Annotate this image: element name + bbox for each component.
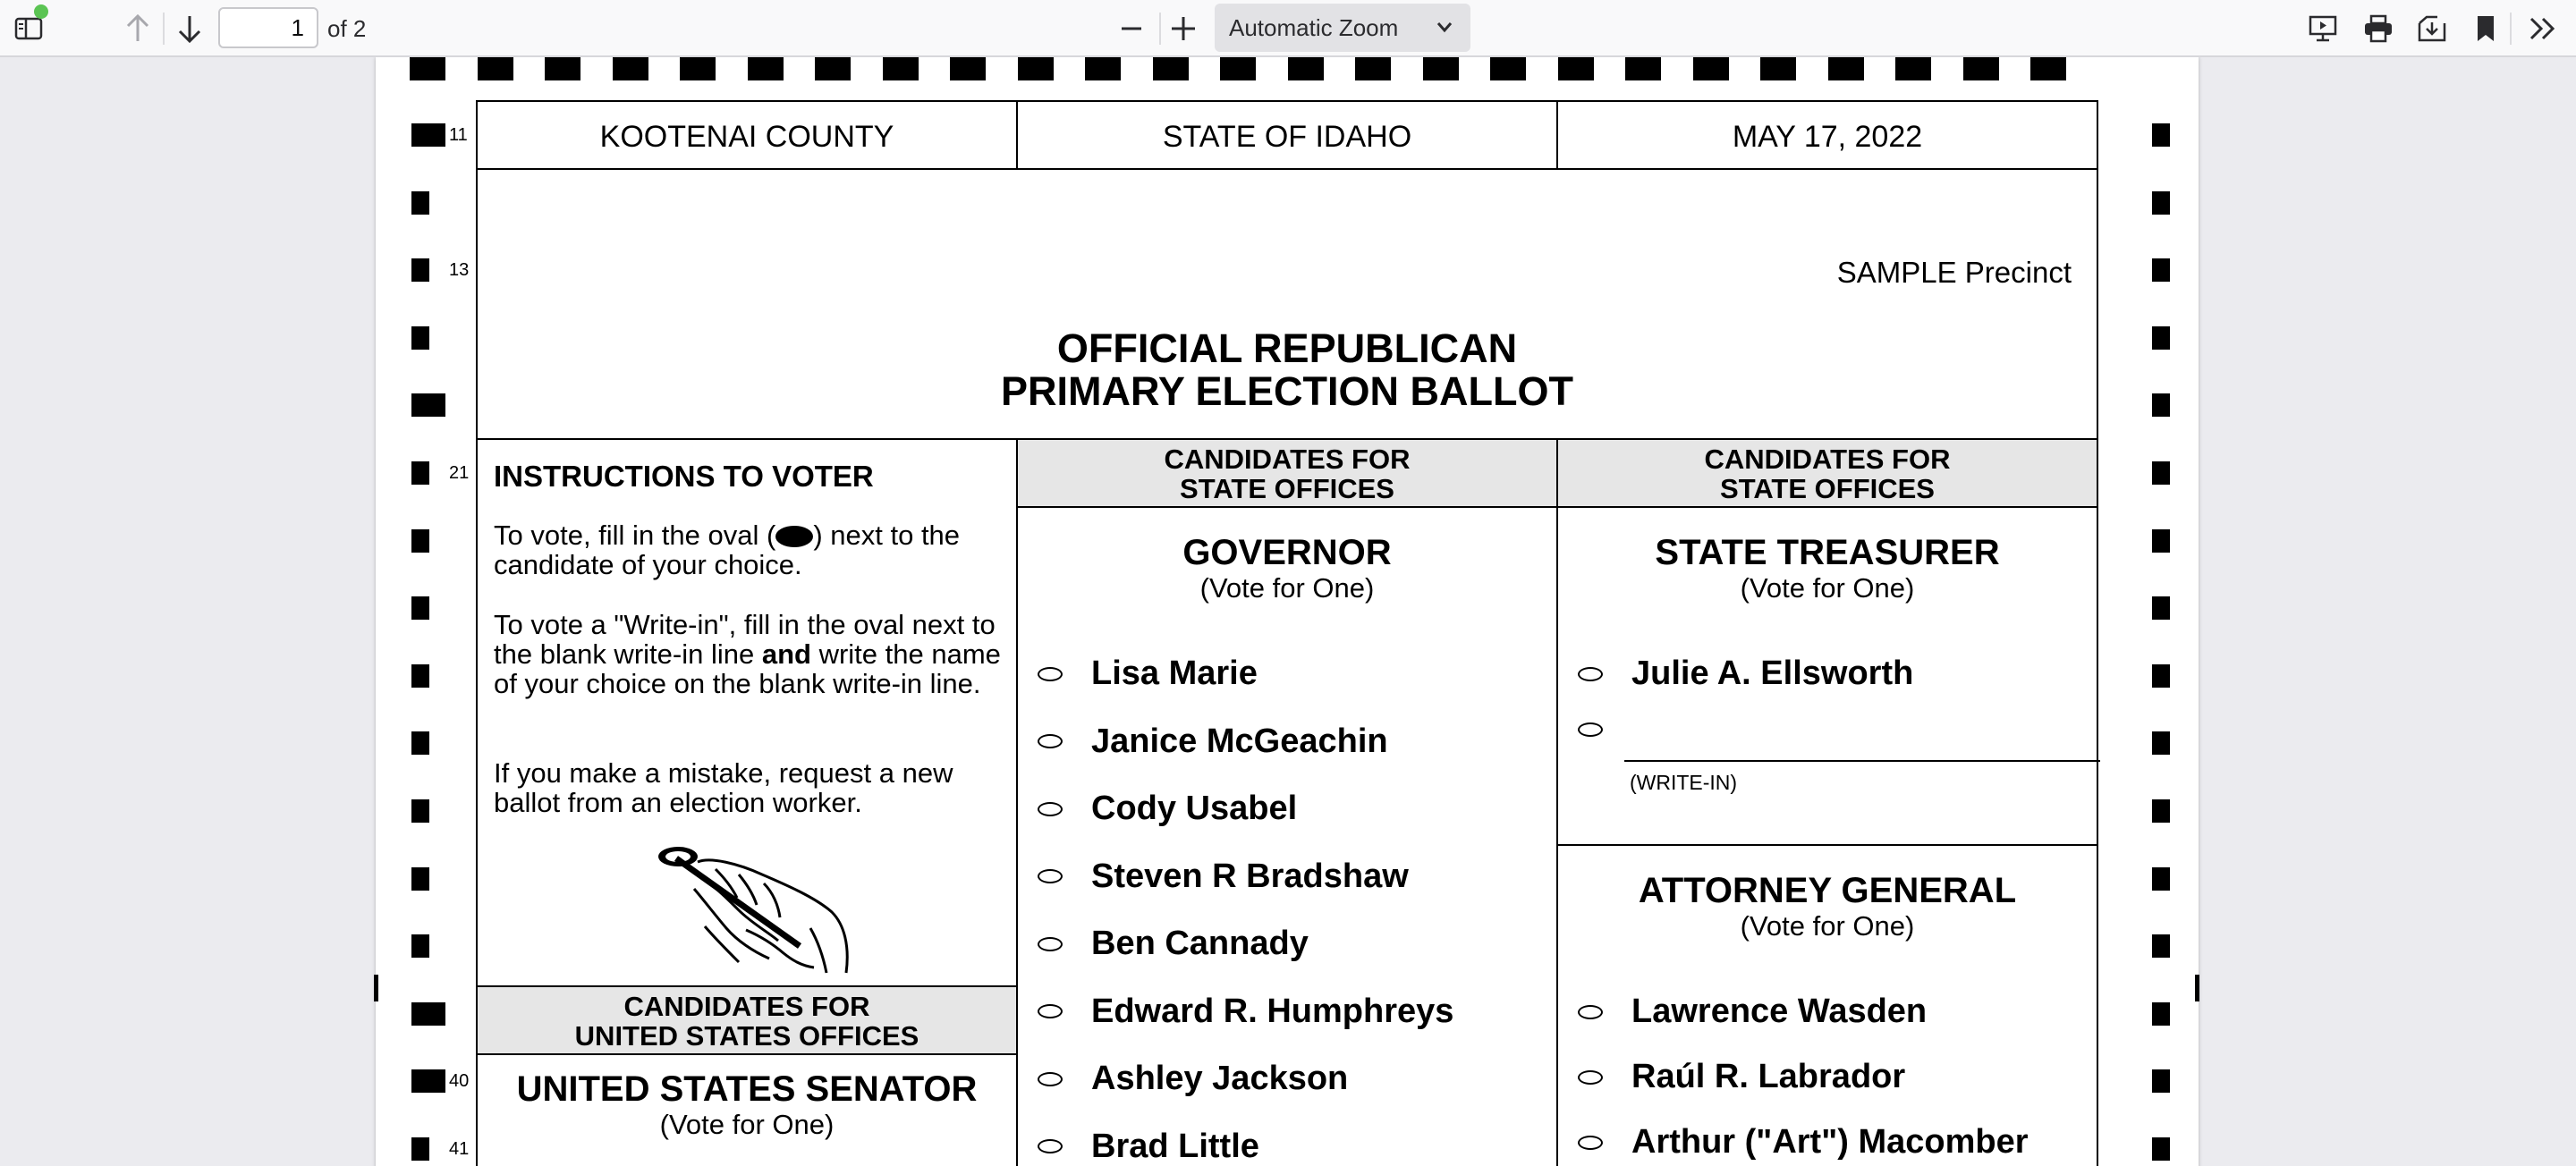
timing-mark xyxy=(411,393,445,417)
timing-mark xyxy=(2152,596,2170,620)
next-page-icon xyxy=(176,13,203,44)
timing-mark xyxy=(2152,529,2170,553)
timing-mark xyxy=(1085,57,1121,80)
vote-oval[interactable] xyxy=(1578,722,1603,737)
candidate-name: Steven R Bradshaw xyxy=(1091,857,1409,895)
instructions-panel xyxy=(476,438,1018,987)
timing-mark xyxy=(411,867,429,891)
instructions-text: To vote a "Write-in", fill in the oval next to the blank write-in line xyxy=(494,609,996,670)
ballot-title xyxy=(478,327,2097,413)
previous-page-button[interactable] xyxy=(118,11,157,46)
state-offices-header-line2: STATE OFFICES xyxy=(1180,473,1394,504)
candidate-option[interactable] xyxy=(1578,655,1913,693)
page-number-input[interactable] xyxy=(218,7,318,48)
header-date-cell xyxy=(1556,100,2098,170)
timing-mark xyxy=(1963,57,1999,80)
us-senator-title: UNITED STATES SENATOR xyxy=(516,1069,978,1109)
us-senator-contest xyxy=(476,1053,1018,1166)
timing-mark xyxy=(545,57,580,80)
ballot-page xyxy=(376,57,2199,1166)
toolbar-separator xyxy=(163,13,165,45)
vote-oval[interactable] xyxy=(1038,869,1063,883)
vote-oval[interactable] xyxy=(1578,1070,1603,1085)
timing-mark xyxy=(1558,57,1594,80)
candidate-option[interactable] xyxy=(1038,1060,1348,1098)
previous-page-icon xyxy=(124,13,151,44)
vote-oval[interactable] xyxy=(1038,937,1063,951)
timing-mark xyxy=(411,934,429,958)
header-county-cell xyxy=(476,100,1018,170)
us-offices-header xyxy=(476,985,1018,1055)
candidate-option[interactable] xyxy=(1038,925,1309,963)
timing-mark xyxy=(2152,1137,2170,1161)
vote-oval[interactable] xyxy=(1038,1072,1063,1086)
candidate-option[interactable] xyxy=(1038,722,1388,761)
timing-mark xyxy=(1760,57,1796,80)
title-block xyxy=(476,168,2098,440)
write-in-label: (WRITE-IN) xyxy=(1630,771,1738,794)
tools-menu-icon xyxy=(2528,15,2558,42)
timing-mark xyxy=(411,326,429,350)
candidate-name: Cody Usabel xyxy=(1091,790,1298,827)
bookmark-button[interactable] xyxy=(2465,11,2506,46)
candidate-option[interactable] xyxy=(1038,655,1258,693)
candidate-option[interactable] xyxy=(1578,1058,1905,1096)
timing-mark xyxy=(1153,57,1189,80)
zoom-out-icon xyxy=(1119,16,1144,41)
timing-mark xyxy=(748,57,784,80)
sidebar-toggle-icon xyxy=(14,16,43,41)
timing-mark xyxy=(1220,57,1256,80)
timing-mark xyxy=(1018,57,1054,80)
candidate-name: Raúl R. Labrador xyxy=(1631,1058,1906,1095)
candidate-option[interactable] xyxy=(1578,993,1927,1031)
timing-mark xyxy=(411,258,429,282)
timing-mark xyxy=(2152,867,2170,891)
state-offices-header-line1: CANDIDATES FOR xyxy=(1704,444,1951,475)
pdf-toolbar xyxy=(0,0,2576,57)
toolbar-separator xyxy=(2510,13,2512,45)
timing-mark xyxy=(1895,57,1931,80)
presentation-mode-button[interactable] xyxy=(2302,11,2343,46)
timing-mark xyxy=(883,57,919,80)
next-page-button[interactable] xyxy=(170,11,209,46)
treasurer-vote-for: (Vote for One) xyxy=(1740,572,1915,604)
timing-mark xyxy=(411,664,429,688)
timing-mark xyxy=(815,57,851,80)
vote-oval[interactable] xyxy=(1038,1139,1063,1153)
filled-oval-icon xyxy=(775,526,813,547)
timing-mark xyxy=(2152,258,2170,282)
timing-mark xyxy=(411,799,429,823)
timing-mark xyxy=(2030,57,2066,80)
candidate-option[interactable] xyxy=(1038,1128,1259,1166)
timing-mark xyxy=(2152,123,2170,147)
candidate-option[interactable] xyxy=(1038,993,1453,1031)
row-number: 11 xyxy=(449,125,468,145)
precinct-label: SAMPLE Precinct xyxy=(1836,256,2072,289)
row-number: 40 xyxy=(449,1071,470,1091)
timing-mark xyxy=(613,57,648,80)
timing-mark xyxy=(1625,57,1661,80)
download-icon xyxy=(2417,14,2447,43)
vote-oval[interactable] xyxy=(1038,802,1063,816)
governor-title: GOVERNOR xyxy=(1182,533,1392,572)
timing-mark xyxy=(1490,57,1526,80)
presentation-mode-icon xyxy=(2308,14,2338,43)
vote-oval[interactable] xyxy=(1578,667,1603,681)
row-number: 21 xyxy=(449,463,470,483)
notification-dot xyxy=(34,4,48,19)
instructions-paragraph-2 xyxy=(494,610,1013,698)
zoom-in-icon xyxy=(1170,15,1197,42)
timing-mark xyxy=(2152,934,2170,958)
governor-contest xyxy=(1016,506,1558,1166)
write-in-line[interactable] xyxy=(1624,760,2100,762)
timing-mark xyxy=(2152,191,2170,215)
document-viewport[interactable] xyxy=(0,57,2576,1166)
timing-mark xyxy=(950,57,986,80)
timing-mark xyxy=(2152,731,2170,755)
candidate-name: Lawrence Wasden xyxy=(1631,993,1928,1030)
us-senator-vote-for: (Vote for One) xyxy=(659,1109,835,1140)
print-button[interactable] xyxy=(2358,11,2399,46)
vote-oval[interactable] xyxy=(1578,1136,1603,1150)
instructions-text: write the name of your choice on the blank write-in line. xyxy=(494,638,1001,699)
timing-mark xyxy=(411,731,429,755)
timing-mark xyxy=(411,1069,445,1093)
edge-tab xyxy=(2195,975,2199,1001)
zoom-select[interactable] xyxy=(1215,4,1470,52)
state-offices-header-line2: STATE OFFICES xyxy=(1720,473,1935,504)
vote-oval[interactable] xyxy=(1038,667,1063,681)
timing-mark xyxy=(2152,393,2170,417)
candidate-name: Ashley Jackson xyxy=(1091,1060,1349,1097)
timing-mark xyxy=(411,1002,445,1026)
state-offices-header xyxy=(1556,438,2098,508)
page-count-label: of 2 xyxy=(327,15,367,42)
zoom-out-button[interactable] xyxy=(1113,11,1150,46)
timing-mark xyxy=(411,1137,429,1161)
bookmark-icon xyxy=(2474,14,2497,43)
candidate-option[interactable] xyxy=(1038,790,1297,828)
us-offices-header-line2: UNITED STATES OFFICES xyxy=(574,1020,919,1052)
treasurer-contest xyxy=(1556,506,2098,846)
vote-oval[interactable] xyxy=(1038,1004,1063,1018)
attorney-general-title: ATTORNEY GENERAL xyxy=(1638,871,2017,910)
zoom-select-value: Automatic Zoom xyxy=(1229,13,1399,41)
candidate-name: Edward R. Humphreys xyxy=(1091,992,1454,1030)
candidate-name: Brad Little xyxy=(1091,1127,1259,1165)
timing-mark xyxy=(1828,57,1864,80)
timing-mark xyxy=(411,461,429,485)
state-offices-header-line1: CANDIDATES FOR xyxy=(1164,444,1411,475)
tools-menu-button[interactable] xyxy=(2521,11,2565,46)
governor-vote-for: (Vote for One) xyxy=(1199,572,1375,604)
timing-mark xyxy=(1423,57,1459,80)
timing-mark xyxy=(2152,461,2170,485)
download-button[interactable] xyxy=(2411,11,2453,46)
candidate-name: Lisa Marie xyxy=(1091,655,1258,692)
timing-mark xyxy=(2152,664,2170,688)
timing-mark xyxy=(1693,57,1729,80)
instructions-bold-text: and xyxy=(761,638,811,670)
attorney-general-contest xyxy=(1556,844,2098,1166)
timing-mark xyxy=(1355,57,1391,80)
edge-tab xyxy=(374,975,378,1001)
candidate-name: Ben Cannady xyxy=(1091,925,1309,962)
timing-mark xyxy=(478,57,513,80)
row-number: 41 xyxy=(449,1139,470,1159)
treasurer-title: STATE TREASURER xyxy=(1655,533,2000,572)
write-in-option[interactable] xyxy=(1578,722,1631,737)
vote-oval[interactable] xyxy=(1578,1005,1603,1019)
print-icon xyxy=(2363,14,2394,43)
timing-mark xyxy=(2152,799,2170,823)
candidate-name: Arthur ("Art") Macomber xyxy=(1631,1123,2029,1161)
ballot-title-line1: OFFICIAL REPUBLICAN xyxy=(1056,325,1518,371)
timing-mark xyxy=(411,191,429,215)
instructions-text: To vote, fill in the oval ( xyxy=(494,520,776,551)
timing-mark xyxy=(2152,326,2170,350)
instructions-title: INSTRUCTIONS TO VOTER xyxy=(494,460,874,493)
timing-mark xyxy=(411,123,445,147)
timing-mark xyxy=(411,529,429,553)
timing-mark xyxy=(410,57,445,80)
zoom-in-button[interactable] xyxy=(1165,11,1202,46)
vote-oval[interactable] xyxy=(1038,734,1063,748)
county-name: KOOTENAI COUNTY xyxy=(599,120,894,154)
state-offices-header xyxy=(1016,438,1558,508)
candidate-option[interactable] xyxy=(1038,858,1409,896)
timing-mark xyxy=(411,596,429,620)
election-date: MAY 17, 2022 xyxy=(1732,120,1923,154)
instructions-paragraph-3 xyxy=(494,758,1013,817)
candidate-name: Julie A. Ellsworth xyxy=(1631,655,1914,692)
timing-mark xyxy=(2152,1069,2170,1093)
timing-mark xyxy=(2152,1002,2170,1026)
candidate-option[interactable] xyxy=(1578,1123,2029,1162)
attorney-general-vote-for: (Vote for One) xyxy=(1740,910,1915,942)
timing-mark xyxy=(1288,57,1324,80)
header-state-cell xyxy=(1016,100,1558,170)
instructions-text: ) next to the candidate of your choice. xyxy=(494,520,961,580)
ballot-title-line2: PRIMARY ELECTION BALLOT xyxy=(1001,368,1573,414)
instructions-paragraph-1 xyxy=(494,520,1013,579)
candidate-name: Janice McGeachin xyxy=(1091,722,1388,760)
toolbar-separator xyxy=(1159,13,1161,45)
us-offices-header-line1: CANDIDATES FOR xyxy=(623,991,870,1022)
instructions-text: If you make a mistake, request a new ballot from an election worker. xyxy=(494,757,953,818)
hand-marking-ballot-illustration xyxy=(653,842,860,976)
chevron-down-icon xyxy=(1435,17,1454,37)
row-number: 13 xyxy=(449,260,470,280)
timing-mark xyxy=(680,57,716,80)
state-name: STATE OF IDAHO xyxy=(1162,120,1412,154)
